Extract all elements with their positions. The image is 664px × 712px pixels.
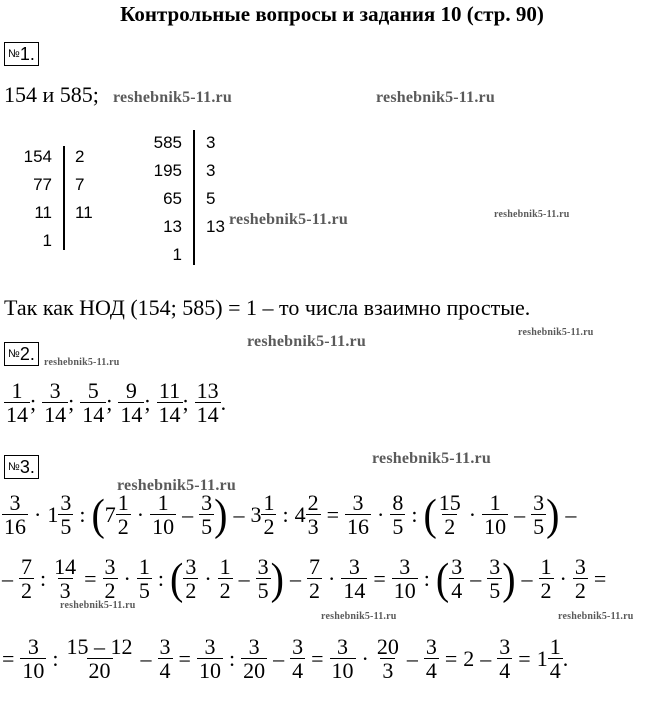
watermark: reshebnik5-11.ru <box>229 211 348 228</box>
factor-divisor: 2 <box>75 147 85 166</box>
factor-number: 13 <box>163 217 182 236</box>
watermark: reshebnik5-11.ru <box>494 209 570 220</box>
watermark: reshebnik5-11.ru <box>247 333 366 350</box>
factor-number: 195 <box>153 161 182 180</box>
fraction: $\frac{11}{14}$ <box>158 378 181 427</box>
fraction: $\frac{1}{14}$ <box>6 378 28 427</box>
factor-number: 154 <box>23 147 52 166</box>
watermark: reshebnik5-11.ru <box>44 357 120 368</box>
fraction: $\frac{3}{14}$ <box>44 378 67 427</box>
factor-number: 585 <box>153 133 182 152</box>
task3-number-badge: №3. <box>4 455 39 479</box>
factor-number: 65 <box>163 189 182 208</box>
factor-number: 77 <box>33 175 52 194</box>
fraction: $\frac{5}{14}$ <box>82 378 105 427</box>
watermark: reshebnik5-11.ru <box>518 327 594 338</box>
factor-divider <box>63 146 65 250</box>
watermark: reshebnik5-11.ru <box>372 450 491 467</box>
factor-divisor: 3 <box>206 161 216 180</box>
factor-divisor: 7 <box>75 175 85 194</box>
factor-divider <box>193 130 195 265</box>
factor-number: 1 <box>172 245 182 264</box>
task3-line2: – $\frac{7}{2}$ : $\frac{14}{3}$ = $\frac{3}{2}$ · $\frac{1}{5}$ : ( $\frac{3}{2}$ · $\frac{1}{2}$ – $\frac{3}{5}$ ) – $\frac{7}{2}$ · $\frac{3}{14}$ = $\frac{3}{10}$ : ( $\frac{3}{4}$ – $\frac{3}{5}$ ) – $\frac{1}{2}$ · $\frac{3}{2}$ = <box>2 553 607 604</box>
factor-number: 11 <box>34 203 52 222</box>
factor-divisor: 3 <box>206 133 216 152</box>
watermark: reshebnik5-11.ru <box>113 89 232 106</box>
factor-divisor: 11 <box>75 203 93 222</box>
task2-number-badge: №2. <box>4 342 39 366</box>
watermark: reshebnik5-11.ru <box>60 600 136 611</box>
page-title: Контрольные вопросы и задания 10 (стр. 90) <box>120 2 544 26</box>
task2-fraction-list: $\frac{1}{14}$ ; $\frac{3}{14}$ ; $\frac{5}{14}$ ; $\frac{9}{14}$ ; $\frac{11}{14}$ ; $\frac{13}{14}$ . <box>6 378 227 427</box>
fraction: $\frac{9}{14}$ <box>120 378 143 427</box>
factor-number: 1 <box>42 231 52 250</box>
factor-divisor: 13 <box>206 217 225 236</box>
watermark: reshebnik5-11.ru <box>321 611 397 622</box>
fraction: $\frac{13}{14}$ <box>196 378 219 427</box>
task3-line3: = $\frac{3}{10}$ : $\frac{15 - 12}{20}$ – $\frac{3}{4}$ = $\frac{3}{10}$ : $\frac{3}{20}$ – $\frac{3}{4}$ = $\frac{3}{10}$ · $\frac{20}{3}$ – $\frac{3}{4}$ = 2 – $\frac{3}{4}$ = 1 $\frac{1}{4}$ . <box>2 634 569 683</box>
watermark: reshebnik5-11.ru <box>117 477 236 494</box>
task1-number-badge: №1. <box>4 42 39 66</box>
factor-divisor: 5 <box>206 189 216 208</box>
watermark: reshebnik5-11.ru <box>376 89 495 106</box>
task1-conclusion: Так как НОД (154; 585) = 1 – то числа взаимно простые. <box>4 295 531 320</box>
watermark: reshebnik5-11.ru <box>558 611 634 622</box>
task1-intro: 154 и 585; <box>4 82 99 107</box>
task3-line1: $\frac{3}{16}$ · 1 $\frac{3}{5}$ : ( 7 $\frac{1}{2}$ · $\frac{1}{10}$ – $\frac{3}{5}$ ) – 3 $\frac{1}{2}$ : 4 $\frac{2}{3}$ = $\frac{3}{16}$ · $\frac{8}{5}$ : ( $\frac{15}{2}$ · $\frac{1}{10}$ – $\frac{3}{5}$ ) – <box>4 489 577 540</box>
